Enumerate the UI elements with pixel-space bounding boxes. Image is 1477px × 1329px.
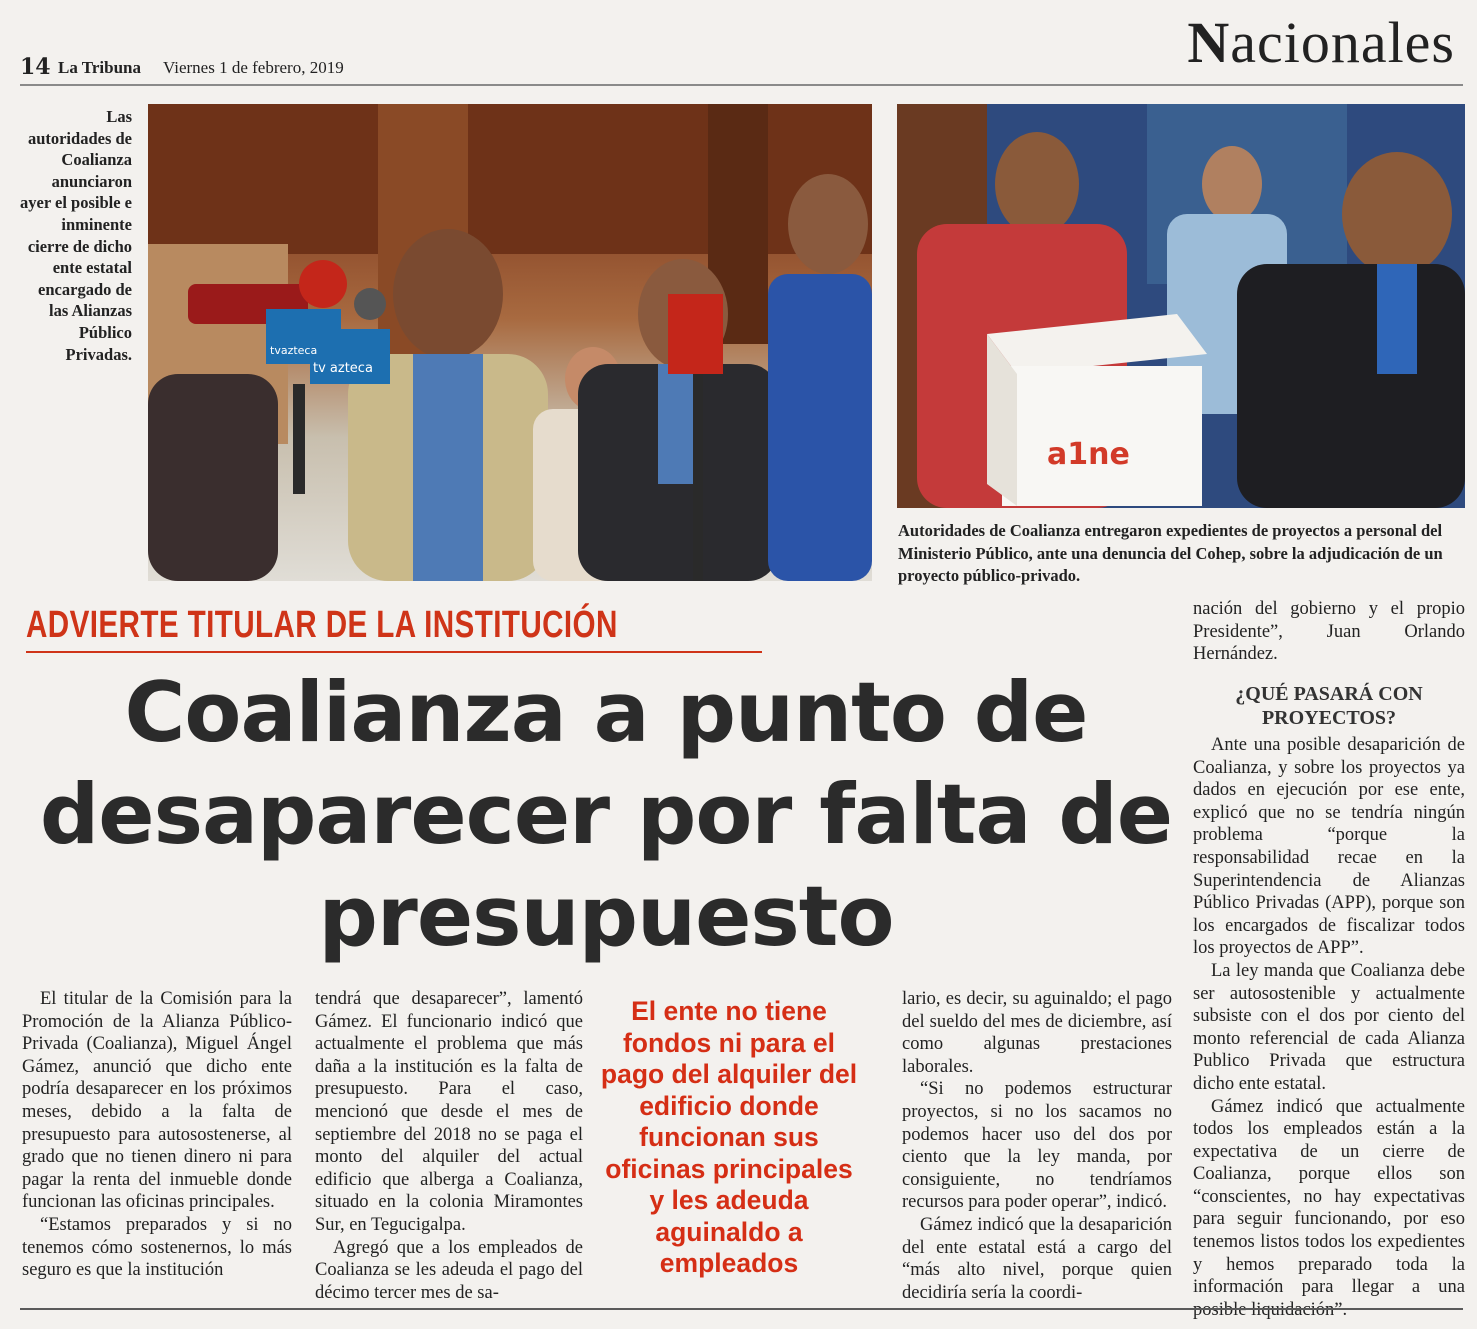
article-column-1 [22, 988, 292, 1282]
paragraph: Gámez indicó que la desaparición del ente estatal está a cargo del “más alto nivel, porque quien decidiría sería la coordi- [902, 1214, 1172, 1303]
section-title-rest: acionales [1230, 10, 1455, 75]
article-column-4 [1193, 734, 1465, 1321]
photo1-caption: Las autoridades de Coalianza anunciaron ayer el posible e inminente cierre de dicho ente estatal encargado de las Alianzas Público Privadas. [20, 107, 132, 364]
paragraph: tendrá que desaparecer”, lamentó Gámez. El funcionario indicó que actualmente el problema que más daña a la institución es la falta de presupuesto. Para el caso, mencionó que desde el mes de septiembre del 2018 no se paga el monto del alquiler del actual edificio que alberga a Coalianza, situado en la colonia Miramontes Sur, en Tegucigalpa. [315, 989, 583, 1235]
document-delivery-photo [897, 104, 1465, 508]
paragraph: Gámez indicó que actualmente todos los empleados están a la expectativa de un cierre de Coalianza, porque ellos son “conscientes, no hay expectativas para seguir funcionando, por eso tenemos listos todos los expedientes y hemos preparado toda la información para llegar a una [1193, 1096, 1465, 1298]
newspaper-name: La Tribuna [58, 58, 141, 77]
paragraph: La ley manda que Coalianza debe ser autosostenible y actualmente subsiste con el dos por ciento del monto referencial de cada Alianza Publico Privada que estructura dicho ente estatal. [1193, 960, 1465, 1094]
document-delivery-illustration [897, 104, 1465, 508]
mic-flag-label-2: tv azteca [313, 361, 373, 376]
subheading: ¿QUÉ PASARÁ CON PROYECTOS? [1235, 683, 1423, 729]
headline-kicker: ADVIERTE TITULAR DE LA INSTITUCIÓN [26, 604, 618, 646]
photo2-caption: Autoridades de Coalianza entregaron expedientes de proyectos a personal del Ministerio Público, ante una denuncia del Cohep, sobre la adjudicación de un proyecto público-privado. [898, 521, 1443, 585]
paragraph: El titular de la Comisión para la Promoción de la Alianza Público-Privada (Coalianza), Miguel Ángel Gámez, anunció que dicho ente podría desaparecer en los próximos meses, debido a la falta de presupuesto para autosostenerse, al grado que no tienen dinero ni para pagar la renta del inmueble donde funcionan las oficinas principales. [22, 989, 292, 1213]
header-rule [20, 84, 1463, 86]
page-number: 14 [20, 54, 51, 80]
article-column-2 [315, 988, 583, 1304]
paragraph: “Si no podemos estructurar proyectos, si no los sacamos no podemos hacer uso del dos por ciento que la ley manda, por consiguiente, no tendríamos recursos para poder operar”, indicó. [902, 1079, 1172, 1213]
article-column-3 [902, 988, 1172, 1304]
article-column-4-continuation: nación del gobierno y el propio Presidente”, Juan Orlando Hernández. [1193, 599, 1465, 665]
paragraph: Ante una posible desaparición de Coalianza, y sobre los proyectos ya dados en ejecución por ese ente, explicó que no se tendría ningún problema “porque la responsabilidad recae en la Superintendencia de Alianzas Público Privadas (APP), porque son los encargados de fiscalizar todos los proyectos de APP”. [1193, 735, 1465, 959]
pull-quote: El ente no tiene fondos ni para el pago del alquiler del edificio donde funcionan sus oficinas principales y les adeuda aguinaldo a empleados [600, 996, 858, 1278]
issue-date: Viernes 1 de febrero, 2019 [163, 58, 344, 77]
footer-rule [20, 1308, 1463, 1310]
kicker-underline [26, 651, 762, 653]
mic-flag-label-1: tvazteca [270, 344, 318, 357]
section-title [1187, 10, 1455, 75]
paragraph: Agregó que a los empleados de Coalianza se les adeuda el pago del décimo tercer mes de sa- [315, 1237, 583, 1303]
section-title-initial: N [1187, 10, 1231, 75]
paragraph: lario, es decir, su aguinaldo; el pago del sueldo del mes de diciembre, así como algunas prestaciones laborales. [902, 989, 1172, 1077]
box-logo: a1ne [1047, 437, 1130, 472]
press-interview-illustration [148, 104, 872, 581]
headline: Coalianza a punto de desaparecer por falta de presupuesto [39, 664, 1173, 965]
press-interview-photo [148, 104, 872, 581]
paragraph: “Estamos preparados y si no tenemos cómo sostenernos, lo más seguro es que la institución [22, 1214, 292, 1281]
